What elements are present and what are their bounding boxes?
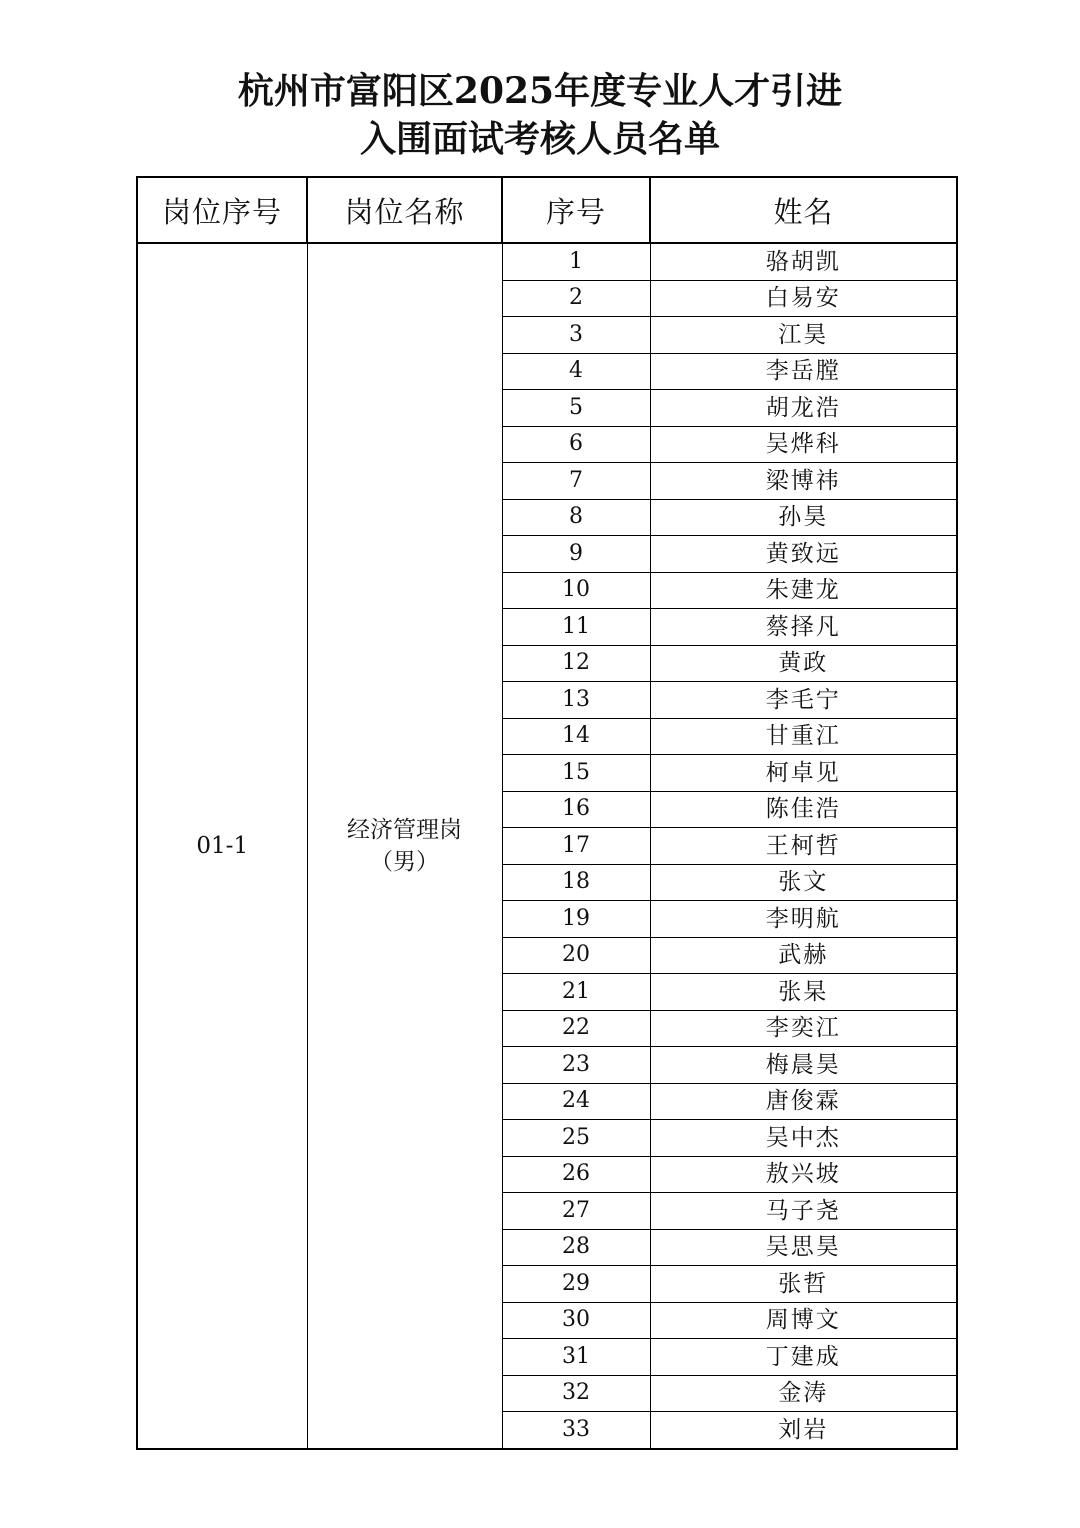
candidate-name-cell: 吴中杰 [650, 1120, 957, 1157]
candidate-name-cell: 蔡择凡 [650, 609, 957, 646]
candidate-name-cell: 张文 [650, 864, 957, 901]
candidate-name-cell: 黄政 [650, 645, 957, 682]
serial-no-cell: 23 [502, 1047, 650, 1084]
candidate-name-cell: 陈佳浩 [650, 791, 957, 828]
header-post-name: 岗位名称 [307, 177, 502, 243]
candidate-name-cell: 梁博祎 [650, 463, 957, 500]
serial-no-cell: 17 [502, 828, 650, 865]
candidate-name-cell: 张杲 [650, 974, 957, 1011]
candidate-name-cell: 马子尧 [650, 1193, 957, 1230]
candidate-name-cell: 唐俊霖 [650, 1083, 957, 1120]
candidate-name-cell: 吴烨科 [650, 426, 957, 463]
post-name-line1: 经济管理岗 [347, 816, 462, 843]
serial-no-cell: 12 [502, 645, 650, 682]
serial-no-cell: 30 [502, 1302, 650, 1339]
candidate-name-cell: 梅晨昊 [650, 1047, 957, 1084]
serial-no-cell: 29 [502, 1266, 650, 1303]
serial-no-cell: 5 [502, 390, 650, 427]
serial-no-cell: 18 [502, 864, 650, 901]
page-title-line1: 杭州市富阳区2025年度专业人才引进 [237, 70, 843, 112]
table-header-row [137, 177, 957, 243]
serial-no-cell: 31 [502, 1339, 650, 1376]
serial-no-cell: 9 [502, 536, 650, 573]
candidate-name-cell: 金涛 [650, 1375, 957, 1412]
candidate-name-cell: 丁建成 [650, 1339, 957, 1376]
candidate-name-cell: 张哲 [650, 1266, 957, 1303]
serial-no-cell: 6 [502, 426, 650, 463]
candidate-name-cell: 甘重江 [650, 718, 957, 755]
serial-no-cell: 15 [502, 755, 650, 792]
serial-no-cell: 32 [502, 1375, 650, 1412]
serial-no-cell: 33 [502, 1412, 650, 1449]
candidate-name-cell: 刘岩 [650, 1412, 957, 1449]
serial-no-cell: 19 [502, 901, 650, 938]
serial-no-cell: 27 [502, 1193, 650, 1230]
candidate-name-cell: 胡龙浩 [650, 390, 957, 427]
candidate-name-cell: 李毛宁 [650, 682, 957, 719]
serial-no-cell: 26 [502, 1156, 650, 1193]
header-name: 姓名 [650, 177, 957, 243]
candidate-name-cell: 武赫 [650, 937, 957, 974]
serial-no-cell: 4 [502, 353, 650, 390]
serial-no-cell: 2 [502, 280, 650, 317]
header-post-code: 岗位序号 [137, 177, 307, 243]
header-serial-no: 序号 [502, 177, 650, 243]
serial-no-cell: 1 [502, 243, 650, 280]
candidate-name-cell: 李奕江 [650, 1010, 957, 1047]
candidate-name-cell: 白易安 [650, 280, 957, 317]
serial-no-cell: 25 [502, 1120, 650, 1157]
serial-no-cell: 7 [502, 463, 650, 500]
candidate-name-cell: 敖兴坡 [650, 1156, 957, 1193]
candidate-name-cell: 李岳膛 [650, 353, 957, 390]
serial-no-cell: 10 [502, 572, 650, 609]
post-name-cell [307, 243, 502, 1449]
serial-no-cell: 16 [502, 791, 650, 828]
candidate-name-cell: 骆胡凯 [650, 243, 957, 280]
candidate-name-cell: 周博文 [650, 1302, 957, 1339]
serial-no-cell: 20 [502, 937, 650, 974]
candidate-name-cell: 李明航 [650, 901, 957, 938]
serial-no-cell: 28 [502, 1229, 650, 1266]
candidate-name-cell: 吴思昊 [650, 1229, 957, 1266]
candidate-name-cell: 孙昊 [650, 499, 957, 536]
post-name-line2: （男） [370, 848, 439, 875]
candidate-name-cell: 江昊 [650, 317, 957, 354]
candidate-name-cell: 黄致远 [650, 536, 957, 573]
candidate-name-cell: 柯卓见 [650, 755, 957, 792]
page-title-line2: 入围面试考核人员名单 [359, 118, 720, 160]
serial-no-cell: 3 [502, 317, 650, 354]
serial-no-cell: 22 [502, 1010, 650, 1047]
serial-no-cell: 8 [502, 499, 650, 536]
serial-no-cell: 14 [502, 718, 650, 755]
candidate-name-cell: 王柯哲 [650, 828, 957, 865]
serial-no-cell: 13 [502, 682, 650, 719]
post-code-cell: 01-1 [137, 243, 307, 1449]
serial-no-cell: 11 [502, 609, 650, 646]
candidate-table [136, 176, 958, 1450]
candidate-name-cell: 朱建龙 [650, 572, 957, 609]
table-row [137, 243, 957, 280]
serial-no-cell: 21 [502, 974, 650, 1011]
serial-no-cell: 24 [502, 1083, 650, 1120]
